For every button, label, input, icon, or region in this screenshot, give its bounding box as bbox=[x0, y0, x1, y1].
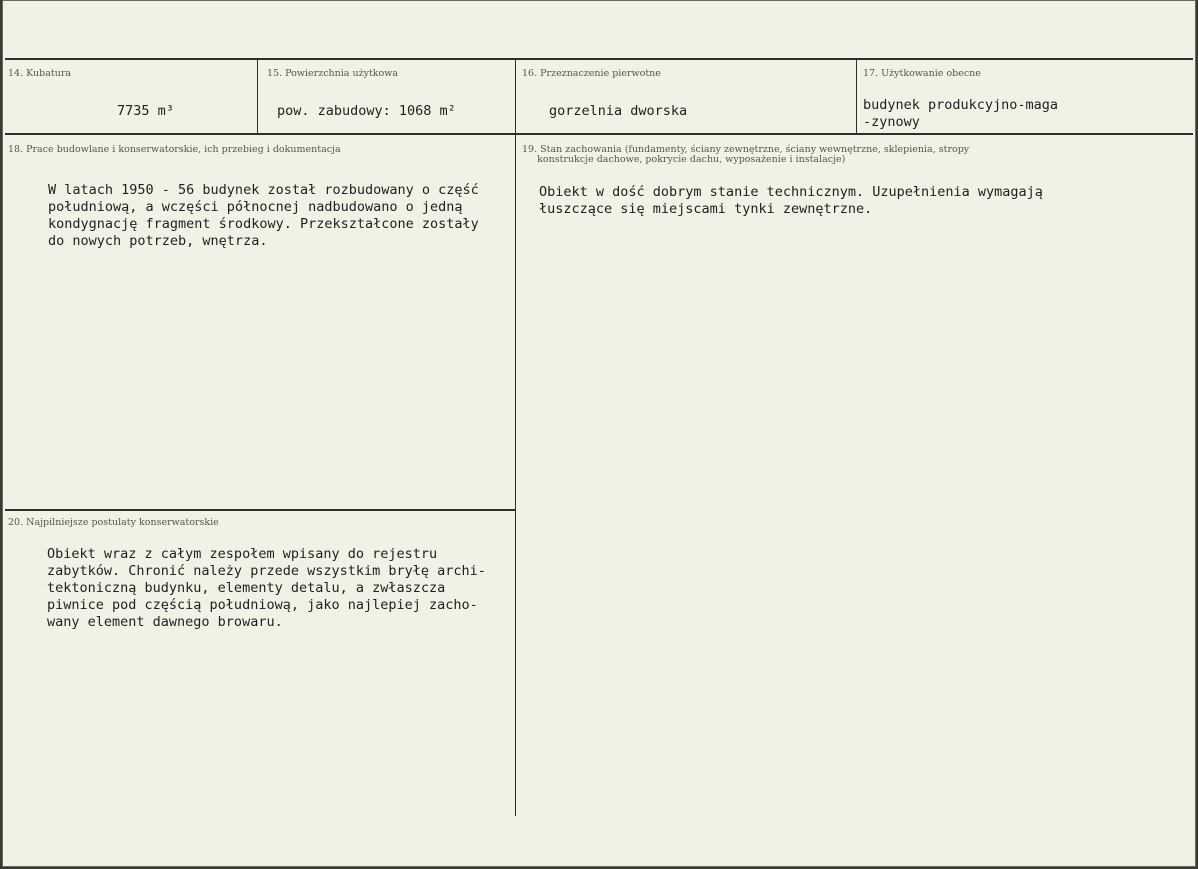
row-divider-1 bbox=[5, 133, 1193, 135]
field-16-label: 16. Przeznaczenie pierwotne bbox=[522, 68, 661, 79]
col-divider-2 bbox=[515, 60, 516, 816]
field-19-value: Obiekt w dość dobrym stanie technicznym. Uzupełnienia wymagają łuszczące się miejscami tynki zewnętrzne. bbox=[539, 184, 1043, 217]
field-20-value: Obiekt wraz z całym zespołem wpisany do rejestru zabytków. Chronić należy przede wszystkim bryłę archi- tektoniczną budynku, elementy detalu, a zwłaszcza piwnice pod częścią południową, jako najlepiej zacho- wany element dawnego browaru. bbox=[47, 546, 486, 630]
field-16-value: gorzelnia dworska bbox=[549, 103, 688, 119]
field-14-label: 14. Kubatura bbox=[8, 68, 72, 79]
col-divider-3 bbox=[856, 60, 857, 134]
field-18-label: 18. Prace budowlane i konserwatorskie, ich przebieg i dokumentacja bbox=[8, 144, 341, 155]
field-14-value: 7735 m³ bbox=[117, 103, 174, 119]
field-15-value: pow. zabudowy: 1068 m² bbox=[277, 103, 456, 119]
col-divider-1 bbox=[257, 60, 258, 134]
field-17-value: budynek produkcyjno-maga -zynowy bbox=[863, 97, 1059, 130]
field-19-label: 19. Stan zachowania (fundamenty, ściany zewnętrzne, ściany wewnętrzne, sklepienia, stropy konstrukcje dachowe, pokrycie dachu, wyposażenie i instalacje) bbox=[522, 144, 970, 165]
top-rule bbox=[5, 58, 1193, 60]
record-card bbox=[2, 0, 1196, 867]
field-15-label: 15. Powierzchnia użytkowa bbox=[267, 68, 399, 79]
field-18-value: W latach 1950 - 56 budynek został rozbudowany o część południową, a wczęści północnej nadbudowano o jedną kondygnację fragment środkowy. Przekształcone zostały do nowych potrzeb, wnętrza. bbox=[48, 182, 479, 249]
field-17-label: 17. Użytkowanie obecne bbox=[863, 68, 981, 79]
row-divider-2 bbox=[5, 509, 515, 511]
field-20-label: 20. Najpilniejsze postulaty konserwatorskie bbox=[8, 517, 219, 528]
